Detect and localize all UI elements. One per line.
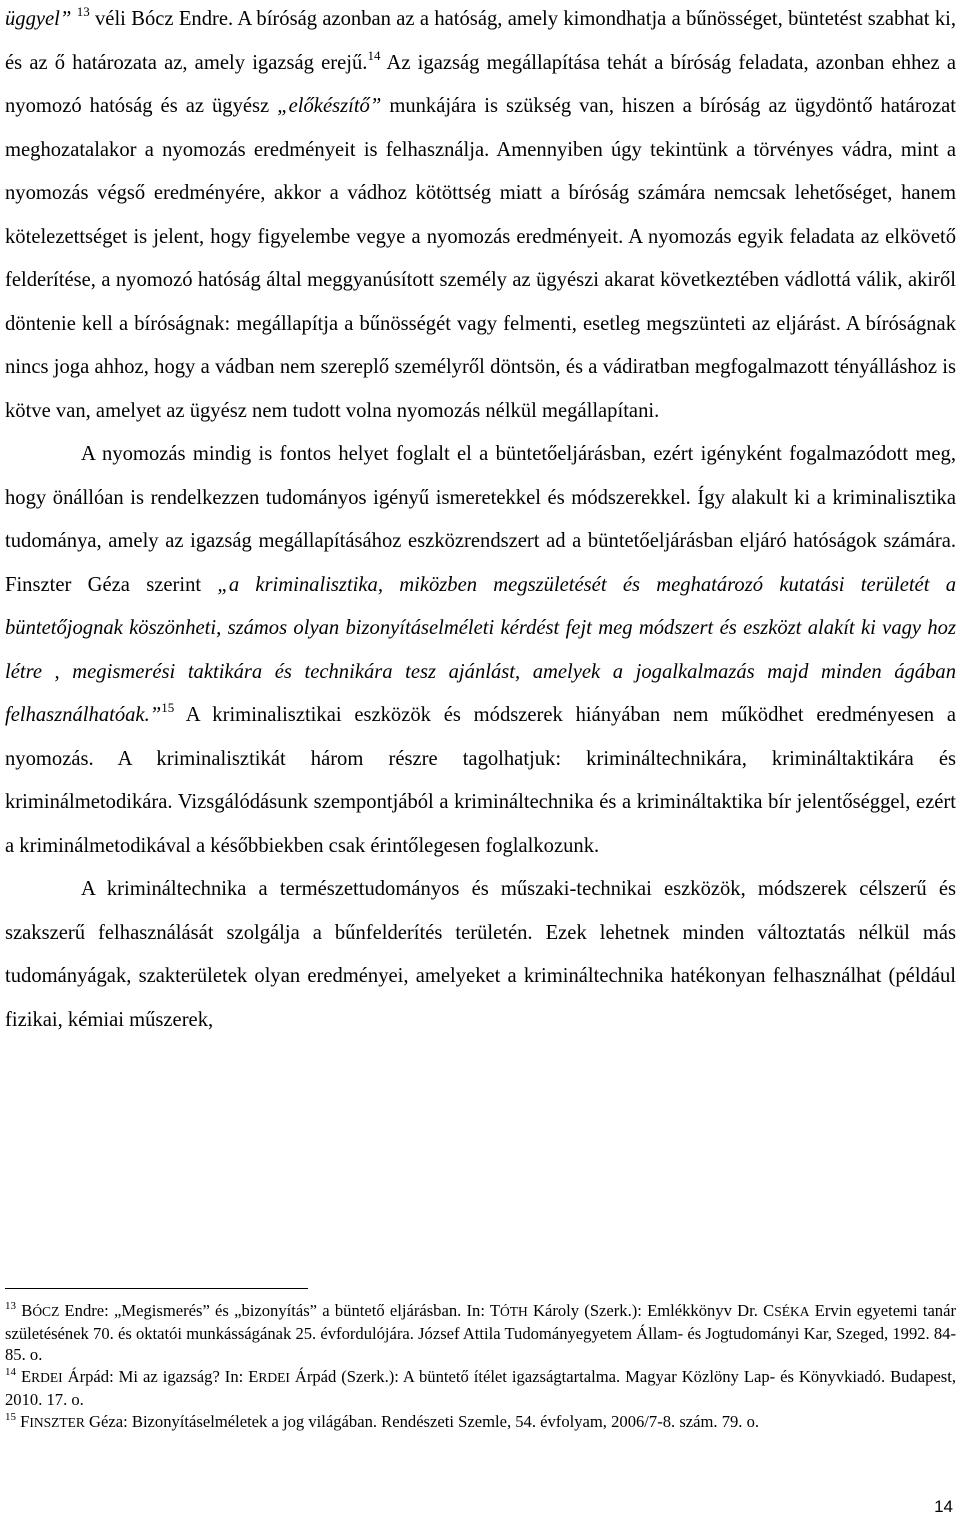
footnote-number: 15 (5, 1410, 16, 1423)
italic-term: „előkészítő” (277, 95, 382, 117)
author-initial: E (20, 1367, 32, 1387)
paragraph-2 (5, 433, 956, 868)
footnote-ref-13[interactable]: 13 (76, 4, 90, 19)
editor-initial: E (248, 1367, 259, 1387)
honoree-initial: C (763, 1301, 775, 1320)
footnote-ref-14[interactable]: 14 (367, 47, 381, 63)
finszter-quote: „a kriminalisztika, miközben megszületését és meghatározó kutatási területét a büntetőjognak köszönheti, számos olyan bizonyításelméleti kérdést fejt meg módszert és eszközt alakít ki vagy hoz létre , megismerési taktikára és technikára tesz ajánlást, amelyek a jogalkalmazás majd minden ágában felhasználhatóak.” (5, 573, 956, 726)
paragraph-1-text-a: véli Bócz Endre. A bíróság azonban az a hatóság, amely kimondhatja a bűnösséget, büntetést szabhat ki, és az ő határozata az, amely igazság erejű. (5, 8, 956, 74)
footnote-text: Károly (Szerk.): Emlékkönyv Dr. (527, 1301, 764, 1320)
paragraph-2-text-a: A nyomozás mindig is fontos helyet foglalt el a büntetőeljárásban, ezért igényként fogalmazódott meg, hogy önállóan is rendelkezzen tudományos igényű ismeretekkel és módszerekkel. Így alakult ki a kriminalisztika tudománya, amely az igazság megállapításához eszközrendszert ad a büntetőeljárásban eljáró hatóságok számára. Finszter Géza szerint (5, 443, 956, 596)
honoree-smallcaps: SÉKA (774, 1304, 810, 1319)
author-initial: B (21, 1301, 33, 1320)
author-smallcaps: INSZTER (29, 1414, 85, 1430)
author-initial: F (20, 1411, 30, 1431)
editor-initial: T (489, 1301, 501, 1320)
paragraph-3-text: A krimináltechnika a természettudományos és műszaki-technikai eszközök, módszerek célszerű és szakszerű felhasználását szolgálja a bűnfelderítés területén. Ezek lehetnek minden változtatás nélkül más tudományágak, szakterületek olyan eredményei, amelyeket a krimináltechnika hatékonyan felhasználhat (például fizikai, kémiai műszerek, (5, 878, 956, 1031)
footnote-ref-15[interactable]: 15 (161, 700, 175, 715)
quote-end-italic: üggyel” (5, 8, 72, 30)
footnotes (5, 1300, 956, 1433)
page-body (5, 0, 956, 1042)
paragraph-1 (5, 0, 956, 433)
footnote-text: Árpád: Mi az igazság? In: (62, 1367, 249, 1387)
footnote-15 (5, 1411, 956, 1434)
author-smallcaps: RDEI (31, 1370, 63, 1386)
editor-smallcaps: ÓTH (500, 1304, 528, 1319)
footnote-text: Ervin egyetemi tanár születésének 70. és oktatói munkásságának 25. évfordulójára. József Attila Tudományegyetem Állam- és Jogtudományi Kar, Szeged, 1992. 84-85. o. (5, 1301, 956, 1365)
footnote-number: 13 (5, 1300, 16, 1312)
footnote-13 (5, 1300, 956, 1366)
footnote-text: Géza: Bizonyításelméletek a jog világában. Rendészeti Szemle, 54. évfolyam, 2006/7-8. szám. 79. o. (84, 1411, 760, 1431)
footnote-14 (5, 1366, 956, 1410)
footnote-text: Endre: „Megismerés” és „bizonyítás” a büntető eljárásban. In: (59, 1301, 490, 1320)
footnote-number: 14 (5, 1366, 16, 1379)
paragraph-2-text-b: A kriminalisztikai eszközök és módszerek hiányában nem működhet eredményesen a nyomozás. A kriminalisztikát három részre tagolhatjuk: krimináltechnikára, krimináltaktikára és kriminálmetodikára. Vizsgálódásunk szempontjából a krimináltechnika és a krimináltaktika bír jelentőséggel, ezért a kriminálmetodikával a későbbiekben csak érintőlegesen foglalkozunk. (5, 704, 956, 857)
author-smallcaps: ÓCZ (32, 1304, 60, 1319)
paragraph-1-text-c: munkájára is szükség van, hiszen a bíróság az ügydöntő határozat meghozatalakor a nyomozás eredményeit is felhasználja. Amennyiben úgy tekintünk a törvényes vádra, mint a nyomozás végső eredményére, akkor a vádhoz kötöttség miatt a bíróság számára nemcsak lehetőséget, hanem kötelezettséget is jelent, hogy figyelembe vegye a nyomozás eredményeit. A nyomozás egyik feladata az elkövető felderítése, a nyomozó hatóság által meggyanúsított személy az ügyészi akarat következtében vádlottá válik, akiről döntenie kell a bíróságnak: megállapítja a bűnösségét vagy felmenti, esetleg megszünteti az eljárást. A bíróságnak nincs joga ahhoz, hogy a vádban nem szereplő személyről döntsön, és a vádiratban megfogalmazott tényálláshoz is kötve van, amelyet az ügyész nem tudott volna nyomozás nélkül megállapítani. (5, 95, 956, 422)
paragraph-3 (5, 868, 956, 1042)
page-number: 14 (934, 1497, 953, 1516)
editor-smallcaps: RDEI (258, 1370, 290, 1386)
paragraph-1-text-b: Az igazság megállapítása tehát a bíróság feladata, azonban ehhez a nyomozó hatóság és az ügyész (5, 51, 956, 117)
footnote-text: Árpád (Szerk.): A büntető ítélet igazságtartalma. Magyar Közlöny Lap- és Könyvkiadó. Budapest, 2010. 17. o. (5, 1367, 956, 1409)
footnote-separator (5, 1288, 308, 1289)
